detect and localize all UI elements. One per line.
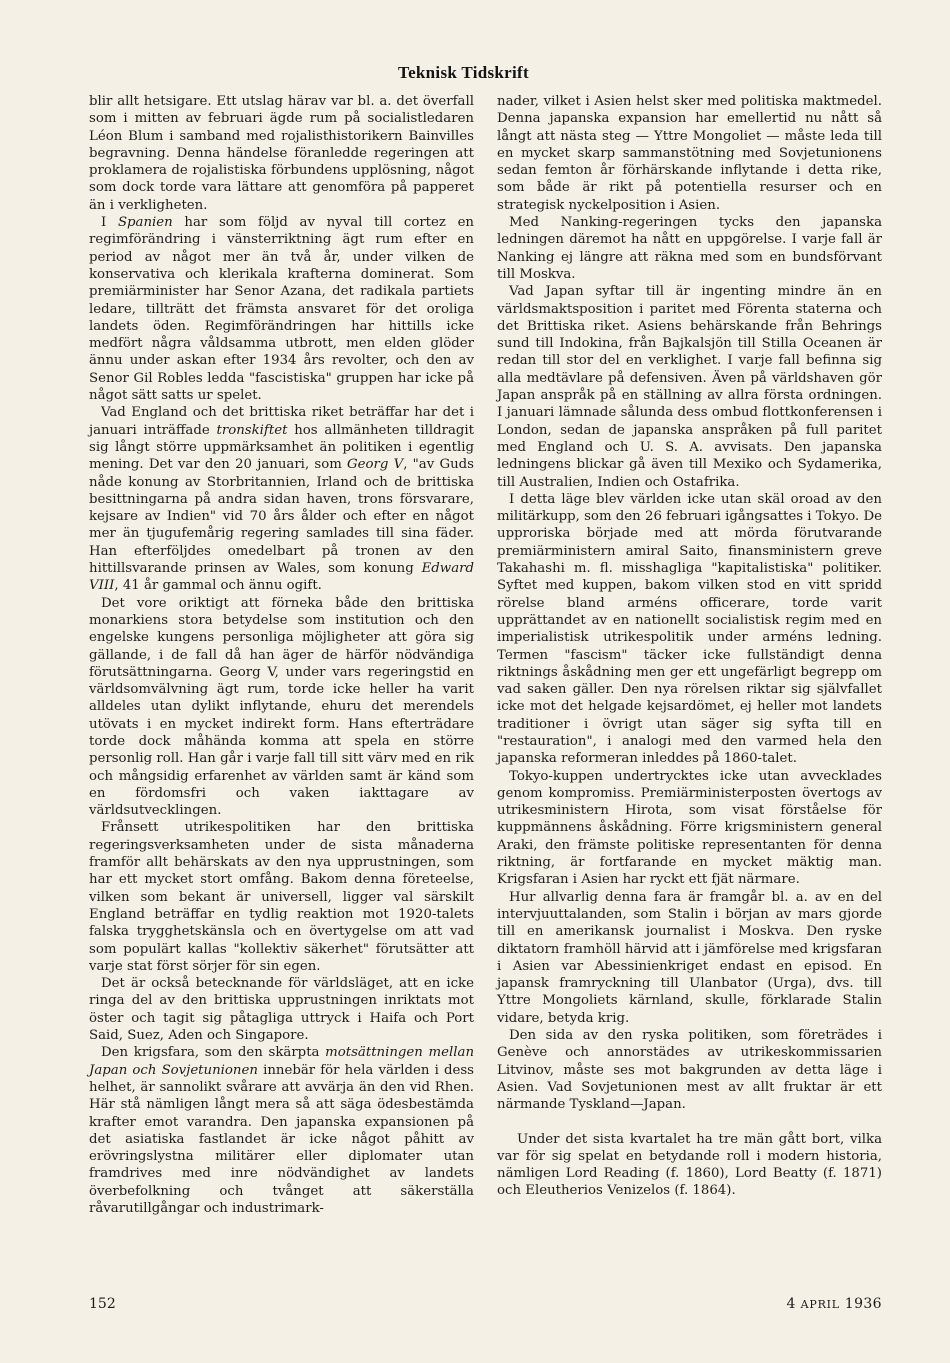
paragraph: Hur allvarlig denna fara är framgår bl. a. av en del intervjuuttalanden, som Stalin i början av mars gjorde till en amerikansk journalist i Moskva. Den ryske diktatorn framhöll härvid att i jämförelse med krigsfaran i Asien var Abessinienkriget endast en episod. En japansk framryckning till Ulanbator (Urga), dvs. till Yttre Mongoliets kärnland, skulle, förklarade Stalin vidare, betyda krig. xyxy=(497,889,882,1026)
paragraph: Under det sista kvartalet ha tre män gått bort, vilka var för sig spelat en betydande roll i modern historia, nämligen Lord Reading (f. 1860), Lord Beatty (f. 1871) och Eleutherios Venizelos (f. 1864). xyxy=(497,1131,882,1199)
paragraph: Den krigsfara, som den skärpta motsättningen mellan Japan och Sovjetunionen innebär för hela världen i dess helhet, är sannolikt svårare att avvärja än den vid Rhen. Här stå nämligen långt mera så att säga ödesbestämda krafter emot varandra. Den japanska expansionen på det asiatiska fastlandet är icke något påhitt av erövringslystna militärer eller diplomater utan framdrives med inre nödvändighet av landets överbefolkning och tvånget att säkerställa råvarutillgångar och industrimark- xyxy=(89,1045,475,1216)
paragraph: Tokyo-kuppen undertrycktes icke utan avvecklades genom kompromiss. Premiärministerposten övertogs av utrikesministern Hirota, som visat förståelse för kuppmännens åskådning. Förre krigsministern general Araki, den främste politiske representanten för denna riktning, är fortfarande en mycket mäktig man. Krigsfaran i Asien har ryckt ett fjät närmare. xyxy=(497,768,882,888)
paragraph: Den sida av den ryska politiken, som företrädes i Genève och annorstädes av utrikeskommissarien Litvinov, måste ses mot bakgrunden av detta läge i Asien. Vad Sovjetunionen mest av allt fruktar är ett närmande Tyskland—Japan. xyxy=(497,1028,882,1113)
paragraph: Det vore oriktigt att förneka både den brittiska monarkiens stora betydelse som institution och den engelske kungens personliga möjligheter att göra sig gällande, i de fall då han äger de härför nödvändiga förutsättningarna. Georg V, under vars regeringstid en världsomvälvning ägt rum, torde icke heller ha varit alldeles utan dylikt inflytande, ehuru det merendels utövats i en mycket indirekt form. Hans efterträdare torde dock måhända komma att spela en större personlig roll. Han går i varje fall till sitt värv med en rik och mångsidig erfarenhet av världen samt är känd som en fördomsfri och vaken iakttagare av världsutvecklingen. xyxy=(89,595,474,819)
paragraph: Vad Japan syftar till är ingenting mindre än en världsmaktsposition i paritet med Förenta staterna och det Brittiska riket. Asiens behärskande från Behrings sund till Indokina, från Bajkalsjön till Stilla Oceanen är redan till stor del en verklighet. I varje fall befinna sig alla medtävlare på defensiven. Även på världshaven gör Japan anspråk på en ställning av allra första ordningen. I januari lämnade sålunda dess ombud flottkonferensen i London, sedan de japanska anspråken på full paritet med England och U. S. A. avvisats. Den japanska ledningens blickar gå även till Mexiko och Sydamerika, till Australien, Indien och Ostafrika. xyxy=(497,284,882,490)
issue-date: 4 APRIL 1936 xyxy=(786,1296,882,1312)
left-column xyxy=(89,93,474,1217)
journal-title: Teknisk Tidskrift xyxy=(398,63,529,82)
paragraph: I detta läge blev världen icke utan skäl oroad av den militärkupp, som den 26 februari igångsattes i Tokyo. De upproriska började med att mörda förutvarande premiärministern amiral Saito, finansministern greve Takahashi m. fl. misshagliga "kapitalistiska" politiker. Syftet med kuppen, bakom vilken stod en vitt spridd rörelse bland arméns officerare, torde varit upprättandet av en nationellt socialistisk regim med en imperialistisk utrikespolitik under arméns ledning. Termen "fascism" täcker icke fullständigt denna riktnings åskådning men ger ett ungefärligt begrepp om vad saken gäller. Den nya rörelsen riktar sig självfallet icke mot det helgade kejsardömet, ej heller mot landets traditioner i övrigt utan säger sig syfta till en "restauration", i analogi med den varmed hela den japanska reformeran inleddes på 1860-talet. xyxy=(497,491,882,767)
paragraph: nader, vilket i Asien helst sker med politiska maktmedel. Denna japanska expansion har emellertid nu nått så långt att nästa steg — Yttre Mongoliet — måste leda till en mycket skarp sammanstötning med Sovjetunionens sedan femton år förhärskande inflytande i detta rike, som både är rikt på potentiella resurser och en strategisk nyckelposition i Asien. xyxy=(497,94,882,213)
paragraph: Vad England och det brittiska riket beträffar har det i januari inträffade tronskiftet hos allmänheten tilldragit sig långt större uppmärksamhet än politiken i egentlig mening. Det var den 20 januari, som Georg V, "av Guds nåde konung av Storbritannien, Irland och de brittiska besittningarna på andra sidan haven, trons försvarare, kejsare av Indien" vid 70 års ålder och efter en något mer än tjugufemårig regering samlades till sina fäder. Han efterföljdes omedelbart på tronen av den hittillsvarande prinsen av Wales, som konung Edward VIII, 41 år gammal och ännu ogift. xyxy=(89,405,474,594)
paragraph: I Spanien har som följd av nyval till cortez en regimförändring i vänsterriktning ägt rum efter en period av något mer än två år, under vilken de konservativa och klerikala krafterna dominerat. Som premiärminister har Senor Azana, det radikala partiets ledare, tillträtt det främsta ansvaret för det oroliga landets öden. Regimförändringen har hittills icke medfört några våldsamma utbrott, men elden glöder ännu under askan efter 1934 års revolter, och den av Senor Gil Robles ledda "fascistiska" gruppen har icke på något sätt satts ur spelet. xyxy=(89,215,475,404)
right-column xyxy=(497,93,882,1200)
paragraph: Det är också betecknande för världsläget, att en icke ringa del av den brittiska upprustningen inriktats mot öster och tagit sig påtagliga uttryck i Haifa och Port Said, Suez, Aden och Singapore. xyxy=(89,976,474,1044)
paragraph: blir allt hetsigare. Ett utslag härav var bl. a. det överfall som i mitten av februari ägde rum på socialistledaren Léon Blum i samband med rojalisthistorikern Bainvilles begravning. Denna händelse föranledde regeringen att proklamera de rojalistiska förbundens upplösning, något som dock torde vara lättare att genomföra på papperet än i verkligheten. xyxy=(89,94,474,213)
paragraph: Frånsett utrikespolitiken har den brittiska regeringsverksamheten under de sista månaderna framför allt behärskats av den nya upprustningen, som har ett mycket stort omfång. Bakom denna företeelse, vilken som bekant är universell, ligger val särskilt England beträffar en tydlig reaktion mot 1920-talets falska trygghetskänsla och en övertygelse om att vad som populärt kallas "kollektiv säkerhet" förutsätter att varje stat först sörjer för sin egen. xyxy=(89,820,474,974)
page-number: 152 xyxy=(89,1296,116,1312)
paragraph: Med Nanking-regeringen tycks den japanska ledningen däremot ha nått en uppgörelse. I varje fall är Nanking ej längre att räkna med som en bundsförvant till Moskva. xyxy=(497,215,882,282)
